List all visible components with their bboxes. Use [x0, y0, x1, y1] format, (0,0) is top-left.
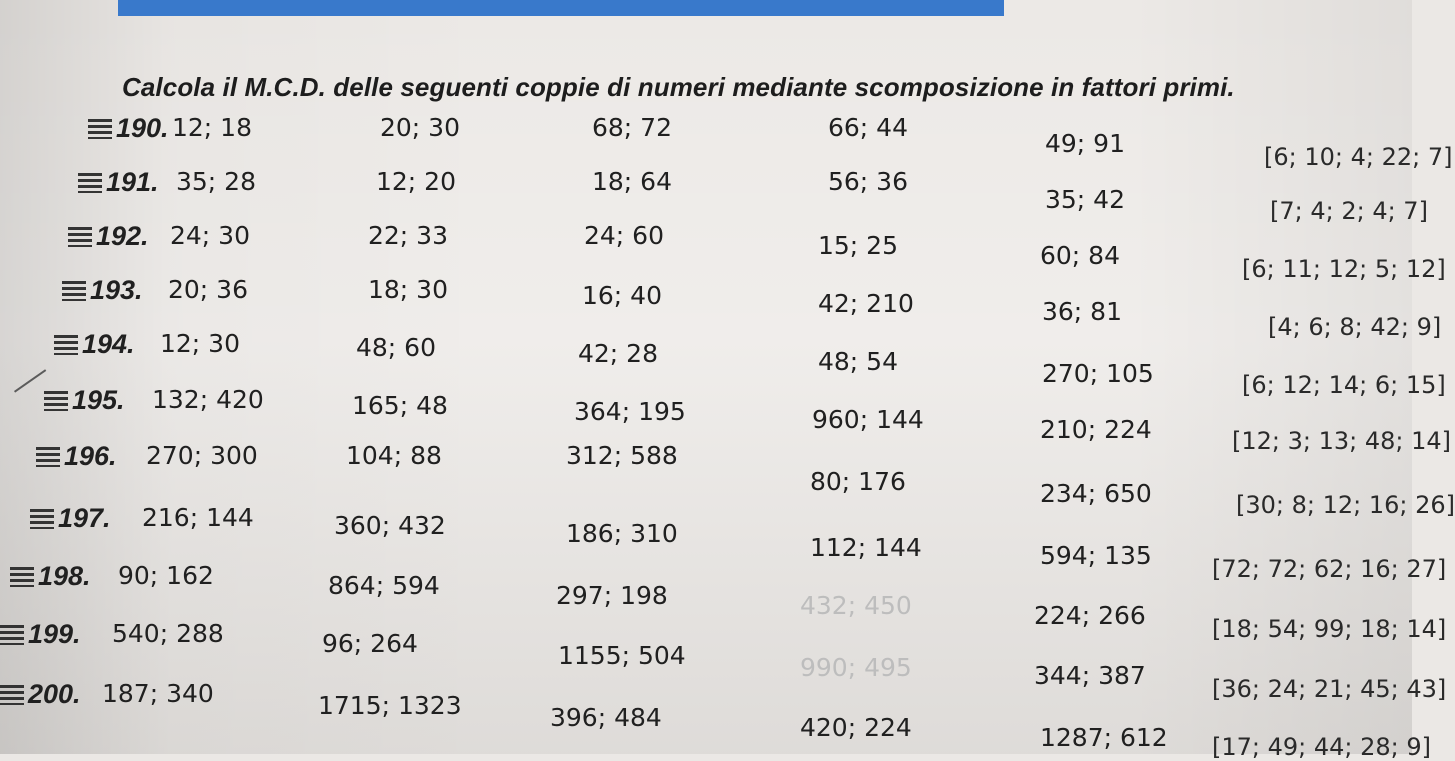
pair-1: 20; 36: [168, 275, 248, 304]
pair-5: 344; 387: [1034, 661, 1146, 690]
pair-5: 234; 650: [1040, 479, 1152, 508]
pair-3: 1155; 504: [558, 641, 686, 670]
exercise-number-label: 191.: [106, 167, 159, 197]
answer-199: [36; 24; 21; 45; 43]: [1212, 675, 1447, 703]
pair-3: 42; 28: [578, 339, 658, 368]
lines-icon: [78, 173, 102, 193]
pair-4: 112; 144: [810, 533, 922, 562]
exercise-number-196: [36, 442, 117, 472]
pair-3: 68; 72: [592, 113, 672, 142]
pair-3: 297; 198: [556, 581, 668, 610]
exercise-number-199: [0, 620, 81, 650]
pair-5: 49; 91: [1045, 129, 1125, 158]
lines-icon: [0, 625, 24, 645]
answer-200: [17; 49; 44; 28; 9]: [1212, 733, 1432, 761]
pair-1: 540; 288: [112, 619, 224, 648]
pair-4: 432; 450: [800, 591, 912, 620]
exercise-number-label: 193.: [90, 275, 143, 305]
exercise-number-191: [78, 168, 159, 198]
pair-2: 360; 432: [334, 511, 446, 540]
pair-1: 187; 340: [102, 679, 214, 708]
answer-197: [72; 72; 62; 16; 27]: [1212, 555, 1447, 583]
pair-3: 16; 40: [582, 281, 662, 310]
pair-3: 18; 64: [592, 167, 672, 196]
pair-3: 186; 310: [566, 519, 678, 548]
exercise-row-194: [0, 329, 1446, 399]
pair-1: 216; 144: [142, 503, 254, 532]
exercise-number-label: 197.: [58, 503, 111, 533]
pair-2: 22; 33: [368, 221, 448, 250]
pair-4: 42; 210: [818, 289, 914, 318]
answer-190: [6; 10; 4; 22; 7]: [1264, 143, 1453, 171]
exercise-row-192: [0, 221, 1446, 283]
pair-4: 960; 144: [812, 405, 924, 434]
exercise-number-label: 194.: [82, 329, 135, 359]
pair-3: 312; 588: [566, 441, 678, 470]
exercise-number-192: [68, 222, 149, 252]
pair-5: 224; 266: [1034, 601, 1146, 630]
pair-1: 90; 162: [118, 561, 214, 590]
pair-2: 96; 264: [322, 629, 418, 658]
pair-2: 864; 594: [328, 571, 440, 600]
exercise-row-200: [0, 679, 1432, 761]
lines-icon: [10, 567, 34, 587]
pair-1: 35; 28: [176, 167, 256, 196]
answer-192: [6; 11; 12; 5; 12]: [1242, 255, 1446, 283]
pair-3: 396; 484: [550, 703, 662, 732]
exercise-row-191: [0, 167, 1428, 225]
exercise-number-label: 190.: [116, 113, 169, 143]
pair-1: 12; 30: [160, 329, 240, 358]
exercise-number-label: 192.: [96, 221, 149, 251]
pair-1: 24; 30: [170, 221, 250, 250]
top-blue-band: [118, 0, 1004, 16]
pair-5: 1287; 612: [1040, 723, 1168, 752]
exercise-number-190: [88, 114, 169, 144]
exercise-heading: Calcola il M.C.D. delle seguenti coppie di numeri mediante scomposizione in fattori primi.: [122, 72, 1235, 102]
pair-1: 270; 300: [146, 441, 258, 470]
answer-191: [7; 4; 2; 4; 7]: [1270, 197, 1428, 225]
answer-194: [6; 12; 14; 6; 15]: [1242, 371, 1446, 399]
pair-2: 1715; 1323: [318, 691, 462, 720]
lines-icon: [44, 391, 68, 411]
pair-5: 594; 135: [1040, 541, 1152, 570]
pair-4: 420; 224: [800, 713, 912, 742]
pair-3: 24; 60: [584, 221, 664, 250]
lines-icon: [54, 335, 78, 355]
pair-5: 36; 81: [1042, 297, 1122, 326]
exercise-number-195: [44, 386, 125, 416]
exercise-number-label: 196.: [64, 441, 117, 471]
answer-195: [12; 3; 13; 48; 14]: [1232, 427, 1452, 455]
exercise-number-label: 200.: [28, 679, 81, 709]
pair-2: 104; 88: [346, 441, 442, 470]
pair-5: 270; 105: [1042, 359, 1154, 388]
pair-2: 48; 60: [356, 333, 436, 362]
pair-4: 66; 44: [828, 113, 908, 142]
answer-193: [4; 6; 8; 42; 9]: [1268, 313, 1442, 341]
pair-2: 18; 30: [368, 275, 448, 304]
pair-4: 48; 54: [818, 347, 898, 376]
lines-icon: [30, 509, 54, 529]
exercise-number-label: 198.: [38, 561, 91, 591]
pair-4: 80; 176: [810, 467, 906, 496]
lines-icon: [68, 227, 92, 247]
exercise-number-193: [62, 276, 143, 306]
lines-icon: [88, 119, 112, 139]
pair-4: 56; 36: [828, 167, 908, 196]
answer-196: [30; 8; 12; 16; 26]: [1236, 491, 1455, 519]
exercise-row-190: [0, 113, 1453, 171]
pair-5: 210; 224: [1040, 415, 1152, 444]
pair-1: 12; 18: [172, 113, 252, 142]
answer-198: [18; 54; 99; 18; 14]: [1212, 615, 1447, 643]
pair-2: 165; 48: [352, 391, 448, 420]
exercise-number-194: [54, 330, 135, 360]
exercise-number-label: 195.: [72, 385, 125, 415]
lines-icon: [62, 281, 86, 301]
pair-4: 15; 25: [818, 231, 898, 260]
lines-icon: [0, 685, 24, 705]
exercise-number-200: [0, 680, 81, 710]
pair-5: 35; 42: [1045, 185, 1125, 214]
pair-4: 990; 495: [800, 653, 912, 682]
pair-5: 60; 84: [1040, 241, 1120, 270]
exercise-number-198: [10, 562, 91, 592]
exercise-number-197: [30, 504, 111, 534]
exercise-row-193: [0, 275, 1442, 341]
pair-2: 20; 30: [380, 113, 460, 142]
pair-1: 132; 420: [152, 385, 264, 414]
exercise-number-label: 199.: [28, 619, 81, 649]
pair-3: 364; 195: [574, 397, 686, 426]
lines-icon: [36, 447, 60, 467]
pair-2: 12; 20: [376, 167, 456, 196]
